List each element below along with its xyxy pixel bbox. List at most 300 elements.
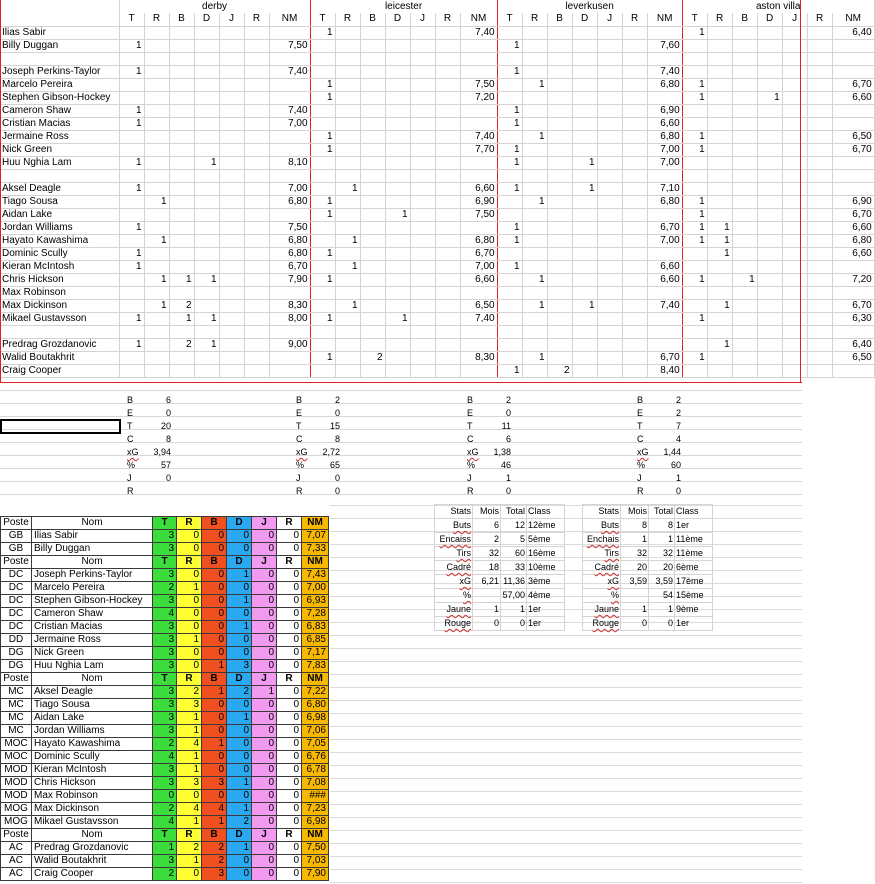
stat-cell[interactable] xyxy=(244,208,269,221)
stats-value[interactable]: 6,21 xyxy=(473,575,501,589)
stat-cell[interactable]: 1 xyxy=(119,260,144,273)
stat-cell[interactable]: 1 xyxy=(572,299,597,312)
stat-cell[interactable]: 1 xyxy=(144,234,169,247)
stat-cell[interactable] xyxy=(732,299,757,312)
cell-r[interactable]: 3 xyxy=(177,777,202,790)
rating-cell[interactable] xyxy=(460,117,497,130)
stat-cell[interactable] xyxy=(360,286,385,299)
rating-cell[interactable]: 6,80 xyxy=(460,234,497,247)
stat-cell[interactable] xyxy=(385,156,410,169)
stat-cell[interactable] xyxy=(335,104,360,117)
player-name[interactable] xyxy=(0,52,119,65)
player-name[interactable]: Craig Cooper xyxy=(0,364,119,377)
rating-cell[interactable]: 6,50 xyxy=(832,130,874,143)
rating-cell[interactable] xyxy=(269,91,310,104)
stat-cell[interactable] xyxy=(682,182,707,195)
rating-cell[interactable] xyxy=(647,208,682,221)
stat-cell[interactable] xyxy=(360,364,385,377)
stat-cell[interactable] xyxy=(782,169,807,182)
stat-cell[interactable] xyxy=(597,299,622,312)
stat-cell[interactable] xyxy=(144,312,169,325)
stat-cell[interactable] xyxy=(219,117,244,130)
cell-name[interactable]: Marcelo Pereira xyxy=(32,582,153,595)
rating-cell[interactable]: 6,70 xyxy=(832,208,874,221)
stat-cell[interactable] xyxy=(169,234,194,247)
stats-value[interactable]: 1 xyxy=(501,603,527,617)
stat-cell[interactable] xyxy=(522,39,547,52)
cell-b[interactable]: 1 xyxy=(202,686,227,699)
stat-cell[interactable] xyxy=(757,338,782,351)
stats-value[interactable]: 5ème xyxy=(527,533,565,547)
stats-label[interactable]: Cadré xyxy=(435,561,473,575)
stat-cell[interactable] xyxy=(410,208,435,221)
stats-value[interactable]: 3,59 xyxy=(649,575,675,589)
stat-cell[interactable] xyxy=(310,299,335,312)
stats-value[interactable]: 1er xyxy=(527,617,565,631)
rating-cell[interactable] xyxy=(269,208,310,221)
stat-cell[interactable] xyxy=(194,234,219,247)
stat-cell[interactable] xyxy=(410,169,435,182)
stat-cell[interactable] xyxy=(169,364,194,377)
stat-cell[interactable] xyxy=(782,338,807,351)
stat-cell[interactable] xyxy=(385,143,410,156)
stat-cell[interactable] xyxy=(732,286,757,299)
stat-cell[interactable] xyxy=(757,325,782,338)
stat-cell[interactable]: 1 xyxy=(194,156,219,169)
stat-cell[interactable] xyxy=(244,65,269,78)
cell-r[interactable]: 1 xyxy=(177,725,202,738)
stat-cell[interactable] xyxy=(522,338,547,351)
player-name[interactable]: Kieran McIntosh xyxy=(0,260,119,273)
rating-cell[interactable]: 7,40 xyxy=(460,312,497,325)
stat-cell[interactable]: 1 xyxy=(310,91,335,104)
cell-name[interactable]: Cameron Shaw xyxy=(32,608,153,621)
stat-cell[interactable] xyxy=(547,117,572,130)
cell-j[interactable]: 0 xyxy=(252,868,277,881)
stat-cell[interactable]: 1 xyxy=(682,221,707,234)
stat-cell[interactable] xyxy=(410,325,435,338)
stat-cell[interactable] xyxy=(622,312,647,325)
stats-value[interactable]: 1 xyxy=(473,603,501,617)
stat-cell[interactable] xyxy=(682,286,707,299)
cell-d[interactable]: 3 xyxy=(227,660,252,673)
stat-cell[interactable] xyxy=(682,169,707,182)
stat-cell[interactable] xyxy=(219,247,244,260)
cell-r2[interactable]: 0 xyxy=(277,595,302,608)
stats-label[interactable]: xG xyxy=(583,575,621,589)
cell-d[interactable]: 1 xyxy=(227,621,252,634)
stat-cell[interactable] xyxy=(807,221,832,234)
cell-r2[interactable]: 0 xyxy=(277,790,302,803)
stat-cell[interactable] xyxy=(435,130,460,143)
stat-cell[interactable]: 1 xyxy=(335,182,360,195)
cell-b[interactable]: 3 xyxy=(202,868,227,881)
stat-cell[interactable] xyxy=(732,26,757,39)
cell-r[interactable]: 2 xyxy=(177,686,202,699)
cell-b[interactable]: 4 xyxy=(202,803,227,816)
stat-cell[interactable] xyxy=(707,286,732,299)
cell-r2[interactable]: 0 xyxy=(277,699,302,712)
stats-value[interactable]: 8 xyxy=(649,519,675,533)
cell-r2[interactable]: 0 xyxy=(277,712,302,725)
stat-cell[interactable] xyxy=(622,26,647,39)
stat-cell[interactable] xyxy=(335,156,360,169)
stat-cell[interactable] xyxy=(360,78,385,91)
stats-value[interactable]: 0 xyxy=(473,617,501,631)
cell-nm[interactable]: 6,98 xyxy=(302,816,329,829)
cell-name[interactable]: Stephen Gibson-Hockey xyxy=(32,595,153,608)
cell-j[interactable]: 0 xyxy=(252,777,277,790)
cell-t[interactable]: 3 xyxy=(153,855,177,868)
cell-r2[interactable]: 0 xyxy=(277,621,302,634)
stat-cell[interactable]: 1 xyxy=(310,208,335,221)
stats-value[interactable]: 2 xyxy=(473,533,501,547)
stat-cell[interactable] xyxy=(385,273,410,286)
stat-cell[interactable] xyxy=(169,325,194,338)
stat-cell[interactable] xyxy=(219,338,244,351)
stat-cell[interactable] xyxy=(497,26,522,39)
stat-cell[interactable] xyxy=(757,221,782,234)
stat-cell[interactable]: 1 xyxy=(757,91,782,104)
stat-cell[interactable] xyxy=(435,338,460,351)
stat-cell[interactable] xyxy=(622,39,647,52)
rating-cell[interactable]: 7,00 xyxy=(647,156,682,169)
stat-cell[interactable]: 1 xyxy=(169,273,194,286)
stat-cell[interactable] xyxy=(522,52,547,65)
stat-cell[interactable] xyxy=(572,65,597,78)
stats-value[interactable]: 1 xyxy=(649,533,675,547)
stat-cell[interactable] xyxy=(244,52,269,65)
stat-cell[interactable] xyxy=(219,364,244,377)
stat-cell[interactable] xyxy=(169,39,194,52)
stats-value[interactable]: 12ème xyxy=(527,519,565,533)
stat-cell[interactable] xyxy=(219,104,244,117)
stat-cell[interactable] xyxy=(310,234,335,247)
rating-cell[interactable]: 6,60 xyxy=(460,273,497,286)
cell-r[interactable]: 1 xyxy=(177,751,202,764)
cell-name[interactable]: Hayato Kawashima xyxy=(32,738,153,751)
cell-r2[interactable]: 0 xyxy=(277,868,302,881)
stat-cell[interactable] xyxy=(547,169,572,182)
stat-cell[interactable]: 1 xyxy=(119,65,144,78)
stat-cell[interactable]: 1 xyxy=(310,130,335,143)
stat-cell[interactable] xyxy=(360,182,385,195)
stat-cell[interactable] xyxy=(497,273,522,286)
stat-cell[interactable] xyxy=(435,78,460,91)
cell-name[interactable]: Huu Nghia Lam xyxy=(32,660,153,673)
rating-cell[interactable]: 6,80 xyxy=(269,195,310,208)
stat-cell[interactable] xyxy=(732,117,757,130)
stat-cell[interactable] xyxy=(119,273,144,286)
rating-cell[interactable] xyxy=(647,312,682,325)
stat-cell[interactable] xyxy=(119,325,144,338)
rating-cell[interactable]: 6,70 xyxy=(460,247,497,260)
stat-cell[interactable]: 1 xyxy=(497,234,522,247)
cell-d[interactable]: 0 xyxy=(227,738,252,751)
stat-cell[interactable] xyxy=(219,221,244,234)
rating-cell[interactable]: 6,60 xyxy=(647,260,682,273)
stat-cell[interactable] xyxy=(219,286,244,299)
stat-cell[interactable] xyxy=(757,208,782,221)
stat-cell[interactable] xyxy=(497,312,522,325)
stat-cell[interactable] xyxy=(622,364,647,377)
stat-cell[interactable] xyxy=(572,130,597,143)
stat-cell[interactable]: 1 xyxy=(682,91,707,104)
stat-cell[interactable] xyxy=(522,26,547,39)
stat-cell[interactable] xyxy=(572,195,597,208)
cell-position[interactable]: AC xyxy=(1,855,32,868)
stat-cell[interactable]: 1 xyxy=(497,221,522,234)
stat-cell[interactable] xyxy=(622,91,647,104)
stat-cell[interactable] xyxy=(597,78,622,91)
cell-b[interactable]: 3 xyxy=(202,777,227,790)
stats-value[interactable]: 1er xyxy=(675,519,713,533)
stat-cell[interactable] xyxy=(219,208,244,221)
cell-b[interactable]: 0 xyxy=(202,725,227,738)
stat-cell[interactable] xyxy=(732,143,757,156)
stat-cell[interactable] xyxy=(144,39,169,52)
stat-cell[interactable] xyxy=(144,143,169,156)
cell-position[interactable]: GB xyxy=(1,543,32,556)
stat-cell[interactable] xyxy=(435,104,460,117)
stat-cell[interactable] xyxy=(410,39,435,52)
cell-r[interactable]: 0 xyxy=(177,595,202,608)
stat-cell[interactable] xyxy=(385,364,410,377)
cell-name[interactable]: Nick Green xyxy=(32,647,153,660)
rating-cell[interactable]: 7,40 xyxy=(269,65,310,78)
cell-d[interactable]: 0 xyxy=(227,764,252,777)
stat-cell[interactable]: 1 xyxy=(497,156,522,169)
stat-cell[interactable] xyxy=(169,169,194,182)
stat-cell[interactable] xyxy=(622,78,647,91)
stat-cell[interactable] xyxy=(310,260,335,273)
stat-cell[interactable] xyxy=(219,52,244,65)
stat-cell[interactable] xyxy=(572,78,597,91)
stat-cell[interactable] xyxy=(497,286,522,299)
stat-cell[interactable] xyxy=(547,208,572,221)
stat-cell[interactable] xyxy=(547,39,572,52)
stat-cell[interactable] xyxy=(360,156,385,169)
stat-cell[interactable] xyxy=(194,286,219,299)
stat-cell[interactable] xyxy=(732,39,757,52)
stat-cell[interactable] xyxy=(144,221,169,234)
cell-position[interactable]: AC xyxy=(1,842,32,855)
rating-cell[interactable]: 6,50 xyxy=(460,299,497,312)
stat-cell[interactable] xyxy=(169,195,194,208)
stat-cell[interactable] xyxy=(360,143,385,156)
cell-r2[interactable]: 0 xyxy=(277,686,302,699)
cell-name[interactable]: Jermaine Ross xyxy=(32,634,153,647)
stat-cell[interactable] xyxy=(385,286,410,299)
stat-cell[interactable] xyxy=(707,117,732,130)
stat-cell[interactable] xyxy=(435,65,460,78)
cell-r2[interactable]: 0 xyxy=(277,816,302,829)
stat-cell[interactable] xyxy=(757,299,782,312)
stat-cell[interactable] xyxy=(497,91,522,104)
rating-cell[interactable] xyxy=(647,338,682,351)
stat-cell[interactable] xyxy=(622,182,647,195)
cell-position[interactable]: MOD xyxy=(1,790,32,803)
stat-cell[interactable] xyxy=(410,156,435,169)
stat-cell[interactable]: 1 xyxy=(707,299,732,312)
stat-cell[interactable] xyxy=(335,52,360,65)
cell-nm[interactable]: 6,76 xyxy=(302,751,329,764)
stat-cell[interactable] xyxy=(707,208,732,221)
stat-cell[interactable] xyxy=(497,195,522,208)
player-name[interactable]: Hayato Kawashima xyxy=(0,234,119,247)
rating-cell[interactable] xyxy=(647,286,682,299)
player-name[interactable]: Dominic Scully xyxy=(0,247,119,260)
stat-cell[interactable] xyxy=(497,78,522,91)
cell-r[interactable]: 1 xyxy=(177,855,202,868)
stat-cell[interactable] xyxy=(597,247,622,260)
stat-cell[interactable] xyxy=(807,312,832,325)
cell-j[interactable]: 1 xyxy=(252,686,277,699)
rating-cell[interactable]: 6,70 xyxy=(832,143,874,156)
stat-cell[interactable] xyxy=(597,91,622,104)
stat-cell[interactable] xyxy=(219,351,244,364)
cell-position[interactable]: GB xyxy=(1,530,32,543)
cell-name[interactable]: Ilias Sabir xyxy=(32,530,153,543)
cell-nm[interactable]: 7,90 xyxy=(302,868,329,881)
stat-cell[interactable] xyxy=(194,26,219,39)
stat-cell[interactable] xyxy=(622,221,647,234)
stats-value[interactable]: 1 xyxy=(621,533,649,547)
stat-cell[interactable] xyxy=(522,325,547,338)
cell-r[interactable]: 1 xyxy=(177,816,202,829)
stat-cell[interactable] xyxy=(194,91,219,104)
stat-cell[interactable]: 1 xyxy=(682,351,707,364)
stat-cell[interactable] xyxy=(572,247,597,260)
stat-cell[interactable] xyxy=(385,338,410,351)
stat-cell[interactable] xyxy=(572,208,597,221)
stat-cell[interactable] xyxy=(310,325,335,338)
player-name[interactable]: Ilias Sabir xyxy=(0,26,119,39)
stat-cell[interactable]: 2 xyxy=(547,364,572,377)
stat-cell[interactable] xyxy=(757,169,782,182)
stats-value[interactable]: 16ème xyxy=(527,547,565,561)
stat-cell[interactable]: 1 xyxy=(310,273,335,286)
stat-cell[interactable] xyxy=(682,325,707,338)
stat-cell[interactable] xyxy=(497,247,522,260)
stat-cell[interactable]: 1 xyxy=(119,338,144,351)
stat-cell[interactable]: 1 xyxy=(310,247,335,260)
stats-value[interactable]: 9ème xyxy=(675,603,713,617)
stat-cell[interactable] xyxy=(522,143,547,156)
stat-cell[interactable] xyxy=(310,286,335,299)
stat-cell[interactable] xyxy=(707,195,732,208)
stat-cell[interactable] xyxy=(169,156,194,169)
stat-cell[interactable] xyxy=(219,156,244,169)
stat-cell[interactable] xyxy=(757,130,782,143)
cell-t[interactable]: 3 xyxy=(153,712,177,725)
cell-t[interactable]: 3 xyxy=(153,530,177,543)
cell-j[interactable]: 0 xyxy=(252,699,277,712)
stat-cell[interactable] xyxy=(572,221,597,234)
cell-d[interactable]: 0 xyxy=(227,699,252,712)
stat-cell[interactable] xyxy=(169,260,194,273)
cell-b[interactable]: 1 xyxy=(202,816,227,829)
stat-cell[interactable] xyxy=(707,364,732,377)
stat-cell[interactable] xyxy=(547,351,572,364)
cell-d[interactable]: 0 xyxy=(227,543,252,556)
stat-cell[interactable]: 1 xyxy=(522,130,547,143)
rating-cell[interactable] xyxy=(832,182,874,195)
rating-cell[interactable]: 7,40 xyxy=(269,104,310,117)
cell-name[interactable]: Predrag Grozdanovic xyxy=(32,842,153,855)
stat-cell[interactable] xyxy=(119,52,144,65)
stat-cell[interactable] xyxy=(757,195,782,208)
cell-d[interactable]: 0 xyxy=(227,790,252,803)
cell-d[interactable]: 1 xyxy=(227,803,252,816)
rating-cell[interactable]: 7,40 xyxy=(460,26,497,39)
rating-cell[interactable]: 7,10 xyxy=(647,182,682,195)
stat-cell[interactable] xyxy=(194,117,219,130)
stats-value[interactable]: 11ème xyxy=(675,533,713,547)
stat-cell[interactable] xyxy=(597,169,622,182)
player-name[interactable]: Huu Nghia Lam xyxy=(0,156,119,169)
player-name[interactable]: Marcelo Pereira xyxy=(0,78,119,91)
stats-value[interactable]: 0 xyxy=(501,617,527,631)
stat-cell[interactable] xyxy=(310,39,335,52)
stats-label[interactable]: Tirs xyxy=(583,547,621,561)
stat-cell[interactable]: 1 xyxy=(522,351,547,364)
stat-cell[interactable] xyxy=(244,221,269,234)
rating-cell[interactable]: 7,00 xyxy=(460,260,497,273)
stats-label[interactable]: Encaiss xyxy=(435,533,473,547)
cell-nm[interactable]: 6,85 xyxy=(302,634,329,647)
cell-nm[interactable]: 7,06 xyxy=(302,725,329,738)
cell-d[interactable]: 0 xyxy=(227,725,252,738)
rating-cell[interactable]: 6,60 xyxy=(832,91,874,104)
stats-value[interactable]: 11ème xyxy=(675,547,713,561)
stat-cell[interactable] xyxy=(547,26,572,39)
cell-nm[interactable]: 7,08 xyxy=(302,777,329,790)
stat-cell[interactable] xyxy=(757,156,782,169)
stat-cell[interactable] xyxy=(169,52,194,65)
cell-r2[interactable]: 0 xyxy=(277,738,302,751)
stats-value[interactable]: 0 xyxy=(649,617,675,631)
stat-cell[interactable] xyxy=(410,286,435,299)
stat-cell[interactable] xyxy=(244,39,269,52)
cell-d[interactable]: 0 xyxy=(227,582,252,595)
cell-r2[interactable]: 0 xyxy=(277,725,302,738)
stat-cell[interactable] xyxy=(757,364,782,377)
stat-cell[interactable] xyxy=(807,104,832,117)
stat-cell[interactable] xyxy=(410,234,435,247)
cell-d[interactable]: 0 xyxy=(227,855,252,868)
stat-cell[interactable] xyxy=(622,130,647,143)
stat-cell[interactable] xyxy=(244,364,269,377)
stat-cell[interactable] xyxy=(144,286,169,299)
stat-cell[interactable] xyxy=(410,312,435,325)
stat-cell[interactable]: 1 xyxy=(194,273,219,286)
rating-cell[interactable] xyxy=(460,286,497,299)
stat-cell[interactable] xyxy=(169,143,194,156)
stat-cell[interactable] xyxy=(732,156,757,169)
rating-cell[interactable]: 6,40 xyxy=(832,338,874,351)
rating-cell[interactable]: 6,40 xyxy=(832,26,874,39)
cell-j[interactable]: 0 xyxy=(252,725,277,738)
stat-cell[interactable] xyxy=(360,208,385,221)
stat-cell[interactable] xyxy=(194,104,219,117)
cell-b[interactable]: 0 xyxy=(202,764,227,777)
stat-cell[interactable] xyxy=(435,91,460,104)
cell-t[interactable]: 2 xyxy=(153,738,177,751)
stat-cell[interactable] xyxy=(335,169,360,182)
stat-cell[interactable] xyxy=(597,364,622,377)
rating-cell[interactable] xyxy=(460,364,497,377)
